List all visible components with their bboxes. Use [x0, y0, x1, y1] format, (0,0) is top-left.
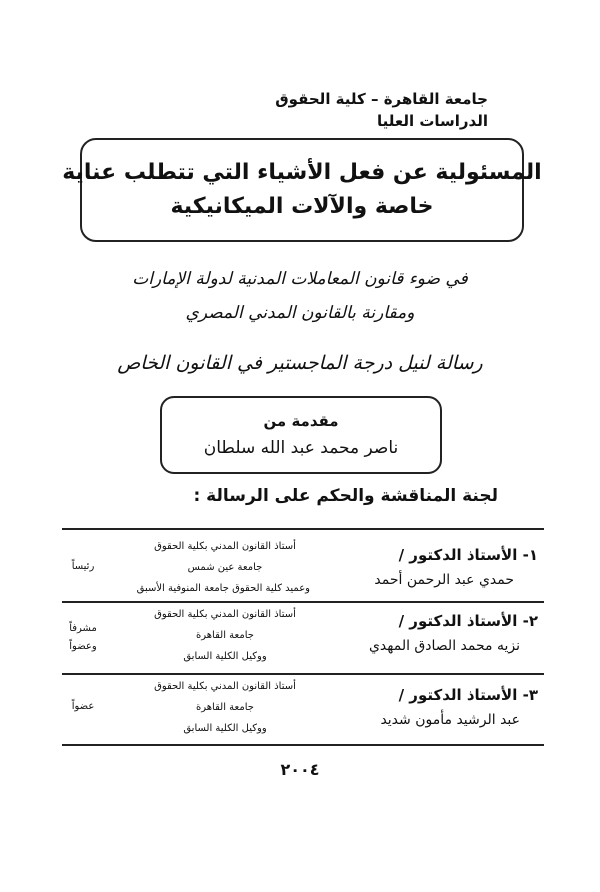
member-1-name: حمدي عبد الرحمن أحمد — [374, 572, 514, 588]
thesis-title-line1: المسئولية عن فعل الأشياء التي تتطلب عناية — [62, 160, 542, 185]
member-3-name: عبد الرشيد مأمون شديد — [380, 712, 520, 728]
member-2-desc-line: ووكيل الكلية السابق — [183, 651, 267, 662]
member-2-title — [399, 612, 538, 630]
member-1-desc-line: جامعة عين شمس — [187, 562, 263, 573]
member-3-desc-line: جامعة القاهرة — [196, 702, 254, 713]
thesis-title-line2: خاصة والآلات الميكانيكية — [170, 194, 434, 219]
member-2-role-line: مشرفاً — [69, 623, 97, 634]
department-name: الدراسات العليا — [376, 112, 488, 130]
member-3-desc-line: أستاذ القانون المدني بكلية الحقوق — [154, 681, 296, 692]
member-2-number: ٢- — [522, 612, 538, 630]
member-1-title — [399, 546, 538, 564]
member-2-desc-line: جامعة القاهرة — [196, 630, 254, 641]
separator-line-1 — [62, 528, 544, 530]
member-3-role-line: عضواً — [71, 701, 95, 712]
member-3-title-text: الأستاذ الدكتور / — [398, 686, 518, 704]
university-name: جامعة القاهرة – كلية الحقوق — [275, 90, 488, 108]
university-header — [275, 88, 488, 132]
member-1-title-text: الأستاذ الدكتور / — [398, 546, 518, 564]
presenter-name: ناصر محمد عبد الله سلطان — [203, 438, 399, 458]
member-3-desc-line: ووكيل الكلية السابق — [183, 723, 267, 734]
separator-line-2 — [62, 601, 544, 603]
member-2-name: نزيه محمد الصادق المهدي — [368, 638, 520, 654]
member-3-number: ٣- — [522, 686, 538, 704]
member-2-desc-line: أستاذ القانون المدني بكلية الحقوق — [154, 609, 296, 620]
degree-statement: رسالة لنيل درجة الماجستير في القانون الخاص — [117, 352, 483, 374]
member-3-title — [399, 686, 538, 704]
member-1-role-line: رئيساً — [71, 561, 95, 572]
member-1-role — [58, 558, 108, 576]
separator-line-3 — [62, 673, 544, 675]
presenter-box — [160, 396, 442, 474]
member-2-title-text: الأستاذ الدكتور / — [398, 612, 518, 630]
thesis-title-box — [62, 138, 542, 242]
separator-line-4 — [62, 744, 544, 746]
presenter-label: مقدمة من — [263, 412, 339, 430]
member-2-role — [58, 620, 108, 656]
member-1-number: ١- — [522, 546, 538, 564]
thesis-subtitle — [0, 262, 600, 330]
member-1-desc-line: وعميد كلية الحقوق جامعة المنوفية الأسبق — [136, 583, 310, 594]
member-3-description — [140, 676, 310, 739]
committee-heading: لجنة المناقشة والحكم على الرسالة : — [193, 486, 498, 506]
subtitle-line1: في ضوء قانون المعاملات المدنية لدولة الإمارات — [132, 269, 468, 289]
member-1-desc-line: أستاذ القانون المدني بكلية الحقوق — [154, 541, 296, 552]
subtitle-line2: ومقارنة بالقانون المدني المصري — [185, 303, 415, 323]
member-3-role — [58, 698, 108, 716]
member-2-description — [140, 604, 310, 667]
member-2-role-line: وعضواً — [69, 641, 97, 652]
member-1-description — [136, 536, 310, 599]
year: ٢٠٠٤ — [280, 760, 320, 779]
